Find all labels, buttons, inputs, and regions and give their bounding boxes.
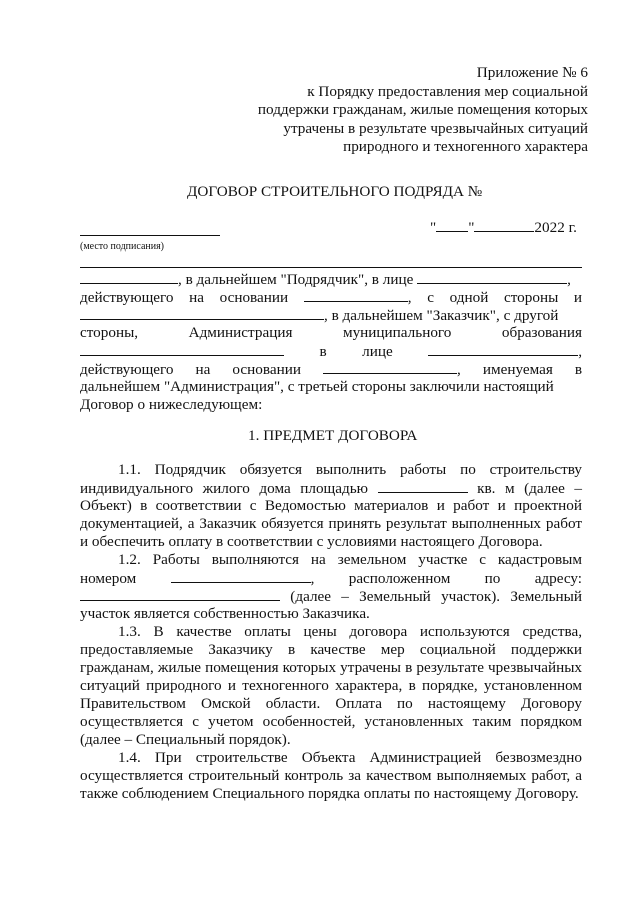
contractor-name-blank — [80, 267, 582, 268]
clause-1-2-line: (далее – Земельный участок). Земельный — [80, 587, 582, 606]
clause-1-4-line: осуществляется строительный контроль за качеством выполняемых работ, а — [80, 767, 582, 784]
intro-line: действующего на основании , именуемая в — [80, 361, 583, 378]
clause-1-2: 1.2. Работы выполняются на земельном участке с кадастровым — [118, 551, 582, 568]
intro-line: дальнейшем "Администрация", с третьей стороны заключили настоящий — [80, 378, 554, 395]
clause-1-1-line: индивидуального жилого дома площадью кв. м (далее – — [80, 480, 582, 497]
clause-1-2-line: номером , расположенном по адресу: — [80, 570, 583, 587]
contract-title: ДОГОВОР СТРОИТЕЛЬНОГО ПОДРЯДА № — [187, 183, 483, 200]
clause-1-3-line: (далее – Специальный порядок). — [80, 731, 291, 748]
clause-1-4-line: также соблюдением Специального порядка оплаты по настоящему Договору. — [80, 785, 579, 802]
clause-1-2-line: участок является собственностью Заказчика. — [80, 605, 370, 622]
intro-line: в лице , — [80, 342, 582, 361]
clause-1-1-line: и обеспечить оплату в соответствии с условиями настоящего Договора. — [80, 533, 543, 550]
clause-1-4: 1.4. При строительстве Объекта Администрацией безвозмездно — [118, 749, 582, 766]
section-heading: 1. ПРЕДМЕТ ДОГОВОРА — [248, 427, 418, 444]
clause-1-1-line: документацией, а Заказчик обязуется принять результат выполненных работ — [80, 515, 582, 532]
intro-line: , в дальнейшем "Подрядчик", в лице , — [80, 270, 571, 289]
clause-1-1-line: Объект) в соответствии с Ведомостью материалов и работ и проектной — [80, 497, 582, 514]
clause-1-3-line: осуществляется с учетом особенностей, установленных таким порядком — [80, 713, 582, 730]
clause-1-1: 1.1. Подрядчик обязуется выполнить работы по строительству — [118, 461, 582, 478]
intro-line: Договор о нижеследующем: — [80, 396, 263, 413]
date-field: " " 2022 г. — [430, 219, 577, 236]
intro-line: , в дальнейшем "Заказчик", с другой — [80, 306, 558, 325]
appendix-number: Приложение № 6 — [476, 64, 588, 81]
clause-1-3-line: ситуаций природного и техногенного характера, в порядке, установленном — [80, 677, 582, 694]
appendix-line: природного и техногенного характера — [343, 138, 588, 155]
appendix-line: к Порядку предоставления мер социальной — [307, 83, 588, 100]
clause-1-3-line: Правительством Омской области. Оплата по настоящему Договору — [80, 695, 582, 712]
place-label: (место подписания) — [80, 241, 165, 252]
place-blank — [80, 235, 220, 236]
intro-line: действующего на основании , с одной стороны и — [80, 289, 583, 306]
clause-1-3-line: предоставляемые Заказчику в качестве мер социальной поддержки — [80, 641, 582, 658]
intro-line: стороны, Администрация муниципального образования — [80, 324, 582, 341]
clause-1-3-line: гражданам, жилые помещения которых утрачены в результате чрезвычайных — [80, 659, 582, 676]
appendix-line: поддержки гражданам, жилые помещения которых — [257, 101, 588, 118]
appendix-line: утрачены в результате чрезвычайных ситуаций — [283, 120, 588, 137]
clause-1-3: 1.3. В качестве оплаты цены договора используются средства, — [118, 623, 582, 640]
